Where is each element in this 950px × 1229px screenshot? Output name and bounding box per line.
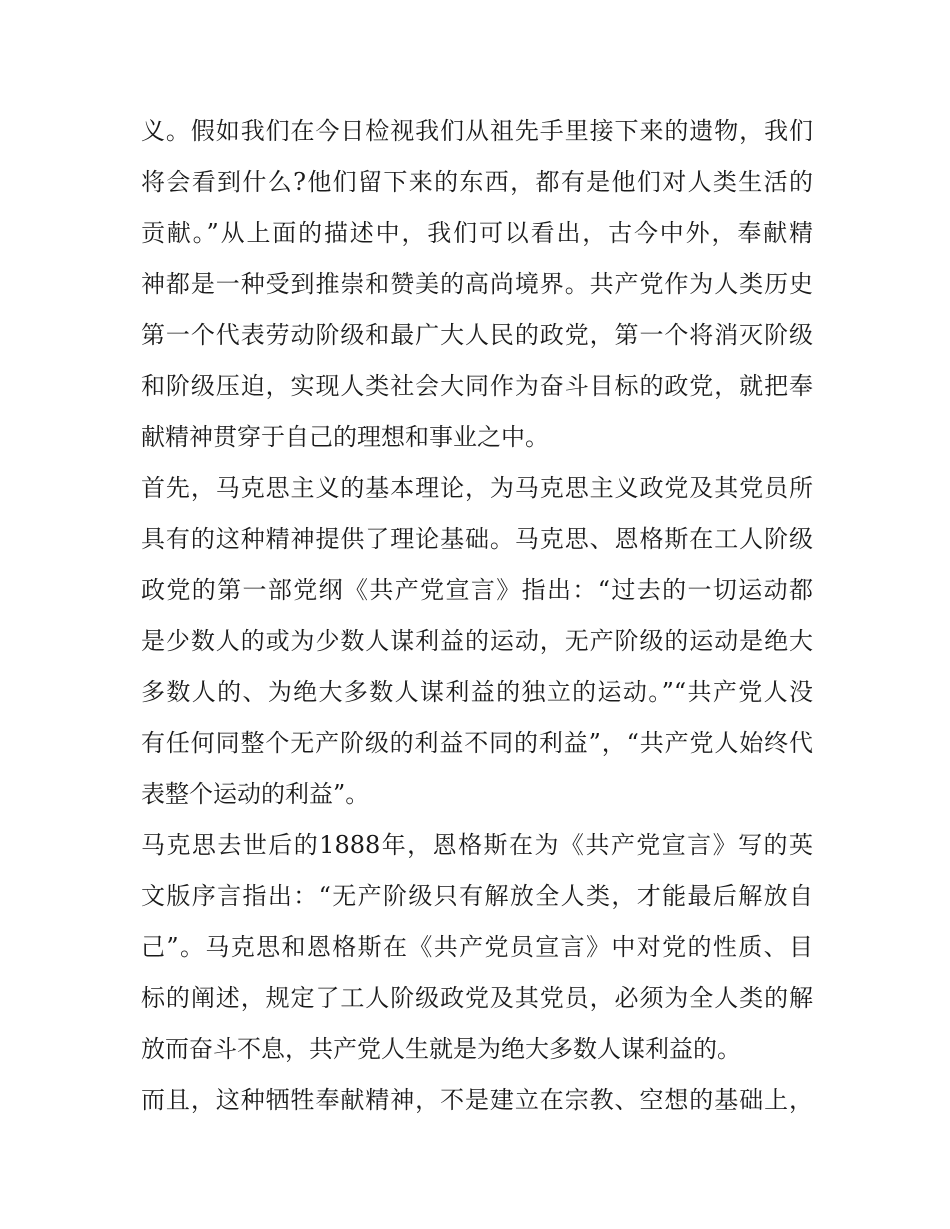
text-line: 文版序言指出：“无产阶级只有解放全人类，才能最后解放自 — [141, 882, 813, 910]
text-line: 马克思去世后的1888年，恩格斯在为《共产党宣言》写的英 — [141, 831, 813, 859]
paragraph-2 — [141, 463, 813, 820]
paragraph-3 — [141, 820, 813, 1075]
document-page — [141, 106, 813, 1126]
text-line: 是少数人的或为少数人谋利益的运动，无产阶级的运动是绝大 — [141, 627, 813, 655]
text-line: 标的阐述，规定了工人阶级政党及其党员，必须为全人类的解 — [141, 984, 813, 1012]
text-line: 具有的这种精神提供了理论基础。马克思、恩格斯在工人阶级 — [141, 525, 813, 553]
text-line: 放而奋斗不息，共产党人生就是为绝大多数人谋利益的。 — [141, 1035, 741, 1063]
text-line: 有任何同整个无产阶级的利益不同的利益”，“共产党人始终代 — [141, 729, 813, 757]
text-line: 献精神贯穿于自己的理想和事业之中。 — [141, 423, 549, 451]
text-line: 神都是一种受到推崇和赞美的高尚境界。共产党作为人类历史 — [141, 270, 813, 298]
text-line: 将会看到什么?他们留下来的东西，都有是他们对人类生活的 — [141, 168, 813, 196]
text-line: 和阶级压迫，实现人类社会大同作为奋斗目标的政党，就把奉 — [141, 372, 813, 400]
text-line: 首先，马克思主义的基本理论，为马克思主义政党及其党员所 — [141, 474, 813, 502]
text-line: 而且，这种牺牲奉献精神，不是建立在宗教、空想的基础上， — [141, 1086, 813, 1114]
text-line: 多数人的、为绝大多数人谋利益的独立的运动。”“共产党人没 — [141, 678, 813, 706]
paragraph-1 — [141, 106, 813, 463]
paragraph-4 — [141, 1075, 813, 1126]
text-line: 贡献。”从上面的描述中，我们可以看出，古今中外，奉献精 — [141, 219, 813, 247]
text-line: 表整个运动的利益”。 — [141, 780, 370, 808]
text-line: 第一个代表劳动阶级和最广大人民的政党，第一个将消灭阶级 — [141, 321, 813, 349]
text-line: 义。假如我们在今日检视我们从祖先手里接下来的遗物，我们 — [141, 117, 813, 145]
text-line: 己”。马克思和恩格斯在《共产党员宣言》中对党的性质、目 — [141, 933, 813, 961]
text-line: 政党的第一部党纲《共产党宣言》指出：“过去的一切运动都 — [141, 576, 813, 604]
